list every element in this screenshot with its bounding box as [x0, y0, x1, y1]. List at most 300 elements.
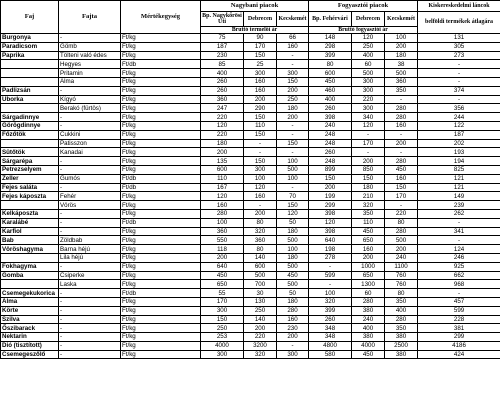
cell-fajta: -	[59, 121, 121, 130]
cell-kisker-atlag: 457	[418, 297, 500, 306]
cell-debrecen-2: 300	[352, 104, 385, 113]
table-row	[1, 148, 500, 157]
cell-kecskemet-2: 200	[385, 139, 418, 148]
table-row	[1, 289, 500, 298]
cell-bp-fehervari: -	[309, 262, 352, 271]
table-row	[1, 60, 500, 69]
table-row	[1, 139, 500, 148]
cell-kecskemet-2: 280	[385, 227, 418, 236]
cell-fajta: -	[59, 165, 121, 174]
cell-fajta: -	[59, 333, 121, 342]
cell-kecskemet-2: 500	[385, 236, 418, 245]
cell-kecskemet: 500	[277, 236, 309, 245]
cell-faj: Sárgarépa	[1, 157, 59, 166]
cell-bp-fehervari: 248	[309, 157, 352, 166]
cell-bp-fehervari: 260	[309, 104, 352, 113]
cell-debrecen: 160	[244, 192, 277, 201]
cell-bp-nagykorosi: 220	[201, 130, 244, 139]
header-nagybani-piacok: Nagybani piacok	[201, 1, 309, 12]
cell-kecskemet-2: 220	[385, 209, 418, 218]
table-row	[1, 297, 500, 306]
cell-debrecen-2: 110	[352, 218, 385, 227]
cell-faj	[1, 280, 59, 289]
cell-kecskemet-2: -	[385, 95, 418, 104]
cell-faj: Uborka	[1, 95, 59, 104]
cell-kecskemet-2: 170	[385, 192, 418, 201]
table-row	[1, 69, 500, 78]
cell-debrecen-2: 1000	[352, 262, 385, 271]
cell-kecskemet: 160	[277, 315, 309, 324]
cell-bp-fehervari: 640	[309, 236, 352, 245]
cell-debrecen-2: 170	[352, 139, 385, 148]
cell-kecskemet-2: 160	[385, 174, 418, 183]
cell-bp-fehervari: 260	[309, 315, 352, 324]
cell-faj: Görögdinnye	[1, 121, 59, 130]
cell-unit: Ft/kg	[121, 192, 201, 201]
cell-debrecen: 200	[244, 209, 277, 218]
table-row	[1, 227, 500, 236]
cell-faj: Kelkáposzta	[1, 209, 59, 218]
cell-kisker-atlag: 381	[418, 324, 500, 333]
cell-kecskemet: -	[277, 121, 309, 130]
cell-bp-fehervari: 299	[309, 201, 352, 210]
cell-kecskemet-2: 180	[385, 51, 418, 60]
cell-unit: Ft/kg	[121, 95, 201, 104]
cell-bp-nagykorosi: 360	[201, 95, 244, 104]
cell-unit: Ft/kg	[121, 341, 201, 350]
cell-bp-fehervari: 400	[309, 95, 352, 104]
cell-debrecen-2: 210	[352, 192, 385, 201]
cell-faj: Alma	[1, 297, 59, 306]
cell-bp-nagykorosi: 253	[201, 333, 244, 342]
cell-kecskemet-2: 350	[385, 297, 418, 306]
header-bp-fehervari: Bp. Fehérvári	[309, 12, 352, 27]
cell-kecskemet: 100	[277, 157, 309, 166]
cell-fajta: Alma	[59, 77, 121, 86]
table-row	[1, 201, 500, 210]
cell-debrecen-2: 350	[352, 209, 385, 218]
cell-kecskemet-2: 80	[385, 218, 418, 227]
cell-debrecen: 110	[244, 121, 277, 130]
cell-kecskemet-2: 38	[385, 60, 418, 69]
cell-unit: Ft/kg	[121, 350, 201, 359]
cell-debrecen-2: 1300	[352, 280, 385, 289]
table-row	[1, 183, 500, 192]
cell-unit: Ft/kg	[121, 306, 201, 315]
cell-faj: Fejes saláta	[1, 183, 59, 192]
cell-bp-nagykorosi: 300	[201, 306, 244, 315]
cell-bp-nagykorosi: 280	[201, 209, 244, 218]
table-row	[1, 121, 500, 130]
cell-bp-fehervari: 348	[309, 324, 352, 333]
cell-fajta: Fehér	[59, 192, 121, 201]
cell-kecskemet-2: 350	[385, 324, 418, 333]
cell-kecskemet-2: 200	[385, 245, 418, 254]
cell-faj: Paprika	[1, 51, 59, 60]
cell-kecskemet: 120	[277, 209, 309, 218]
cell-kecskemet: -	[277, 60, 309, 69]
cell-bp-fehervari: 260	[309, 148, 352, 157]
cell-debrecen: 140	[244, 315, 277, 324]
cell-debrecen: 90	[244, 34, 277, 43]
cell-bp-fehervari: 460	[309, 86, 352, 95]
cell-faj: Dió (tisztított)	[1, 341, 59, 350]
cell-kecskemet-2: 200	[385, 42, 418, 51]
header-fajta: Fajta	[59, 1, 121, 34]
cell-bp-fehervari: 80	[309, 60, 352, 69]
cell-kecskemet: 250	[277, 95, 309, 104]
cell-unit: Ft/kg	[121, 51, 201, 60]
cell-bp-nagykorosi: 187	[201, 42, 244, 51]
cell-kisker-atlag: 925	[418, 262, 500, 271]
table-row	[1, 271, 500, 280]
cell-debrecen-2: 450	[352, 227, 385, 236]
cell-fajta: Lila héjú	[59, 253, 121, 262]
cell-kisker-atlag: 228	[418, 315, 500, 324]
cell-kecskemet: -	[277, 130, 309, 139]
cell-kisker-atlag: 131	[418, 34, 500, 43]
cell-unit: Ft/kg	[121, 333, 201, 342]
cell-kecskemet: 230	[277, 324, 309, 333]
cell-kisker-atlag: -	[418, 69, 500, 78]
table-row	[1, 130, 500, 139]
cell-kecskemet: 180	[277, 227, 309, 236]
cell-faj: Fejes káposzta	[1, 192, 59, 201]
cell-bp-fehervari: 200	[309, 183, 352, 192]
cell-faj	[1, 69, 59, 78]
cell-fajta: Kanadai	[59, 148, 121, 157]
cell-debrecen: 130	[244, 297, 277, 306]
cell-kecskemet: 180	[277, 104, 309, 113]
cell-faj: Karfiol	[1, 227, 59, 236]
cell-fajta: Gumós	[59, 174, 121, 183]
cell-unit: Ft/kg	[121, 148, 201, 157]
cell-unit: Ft/kg	[121, 315, 201, 324]
cell-debrecen: 150	[244, 157, 277, 166]
cell-unit: Ft/kg	[121, 253, 201, 262]
cell-bp-fehervari: 278	[309, 253, 352, 262]
cell-bp-fehervari: 4800	[309, 341, 352, 350]
cell-kisker-atlag: -	[418, 77, 500, 86]
cell-debrecen-2: 200	[352, 157, 385, 166]
cell-unit: Ft/db	[121, 183, 201, 192]
cell-bp-fehervari: 899	[309, 165, 352, 174]
cell-fajta: Gömb	[59, 42, 121, 51]
table-row	[1, 333, 500, 342]
cell-debrecen: 290	[244, 104, 277, 113]
cell-unit: Ft/kg	[121, 104, 201, 113]
cell-kecskemet: 100	[277, 245, 309, 254]
cell-unit: Ft/kg	[121, 227, 201, 236]
cell-fajta: Cukkini	[59, 130, 121, 139]
cell-kecskemet: 150	[277, 201, 309, 210]
cell-fajta: -	[59, 183, 121, 192]
cell-debrecen: -	[244, 139, 277, 148]
cell-kecskemet-2: 100	[385, 34, 418, 43]
cell-kisker-atlag: 194	[418, 157, 500, 166]
cell-fajta: Laska	[59, 280, 121, 289]
cell-bp-nagykorosi: 180	[201, 139, 244, 148]
table-row	[1, 157, 500, 166]
cell-debrecen-2: 220	[352, 95, 385, 104]
cell-bp-nagykorosi: 170	[201, 297, 244, 306]
cell-debrecen: 300	[244, 165, 277, 174]
cell-bp-fehervari: 450	[309, 77, 352, 86]
cell-kecskemet-2: 280	[385, 113, 418, 122]
cell-kecskemet: 180	[277, 253, 309, 262]
cell-kecskemet: 70	[277, 192, 309, 201]
cell-faj: Bab	[1, 236, 59, 245]
cell-unit: Ft/db	[121, 174, 201, 183]
cell-kecskemet: -	[277, 51, 309, 60]
cell-kecskemet: 500	[277, 165, 309, 174]
cell-bp-nagykorosi: 160	[201, 201, 244, 210]
cell-debrecen: 30	[244, 289, 277, 298]
cell-fajta: -	[59, 209, 121, 218]
cell-kisker-atlag: -	[418, 95, 500, 104]
cell-bp-fehervari: 240	[309, 121, 352, 130]
cell-kecskemet-2: 350	[385, 86, 418, 95]
cell-bp-nagykorosi: 110	[201, 174, 244, 183]
cell-debrecen: -	[244, 201, 277, 210]
cell-kecskemet: 200	[277, 333, 309, 342]
cell-debrecen-2: 250	[352, 42, 385, 51]
cell-fajta: Patisszon	[59, 139, 121, 148]
price-table-body	[1, 1, 500, 359]
cell-faj	[1, 201, 59, 210]
cell-fajta: Hegyes	[59, 60, 121, 69]
cell-bp-fehervari: 599	[309, 271, 352, 280]
cell-bp-fehervari: 320	[309, 297, 352, 306]
cell-kecskemet-2: 280	[385, 315, 418, 324]
cell-debrecen-2: 400	[352, 51, 385, 60]
header-brutto-fogyasztoi-ar: Bruttó fogyasztói ár	[309, 27, 418, 34]
cell-bp-nagykorosi: 600	[201, 165, 244, 174]
cell-debrecen-2: 850	[352, 165, 385, 174]
cell-unit: Ft/kg	[121, 130, 201, 139]
header-debrecen: Debrecen	[244, 12, 277, 27]
header-kiskereskedelmi-lancok: Kiskereskedelmi láncok	[418, 1, 500, 12]
cell-debrecen-2: 450	[352, 350, 385, 359]
cell-debrecen: 100	[244, 174, 277, 183]
cell-kecskemet-2: 1100	[385, 262, 418, 271]
cell-kisker-atlag: 121	[418, 183, 500, 192]
cell-kecskemet: 150	[277, 139, 309, 148]
cell-bp-fehervari: 399	[309, 51, 352, 60]
cell-unit: Ft/kg	[121, 113, 201, 122]
cell-faj: Csemegekukorica	[1, 289, 59, 298]
header-brutto-termeloi-ar: Bruttó termelői ár	[201, 27, 309, 34]
cell-kecskemet: 300	[277, 350, 309, 359]
cell-kisker-atlag: 187	[418, 130, 500, 139]
cell-bp-fehervari: -	[309, 280, 352, 289]
cell-unit: Ft/kg	[121, 324, 201, 333]
header-row-1	[1, 1, 500, 12]
cell-unit: Ft/kg	[121, 165, 201, 174]
cell-debrecen-2: 60	[352, 289, 385, 298]
cell-debrecen: 600	[244, 262, 277, 271]
cell-kecskemet: 50	[277, 289, 309, 298]
cell-kisker-atlag: 341	[418, 227, 500, 236]
cell-kecskemet: 66	[277, 34, 309, 43]
cell-kecskemet-2: 360	[385, 77, 418, 86]
cell-debrecen-2: 500	[352, 69, 385, 78]
table-row	[1, 51, 500, 60]
cell-bp-fehervari: 398	[309, 227, 352, 236]
table-row	[1, 192, 500, 201]
cell-debrecen: 200	[244, 95, 277, 104]
cell-debrecen-2: 300	[352, 86, 385, 95]
cell-bp-fehervari: 120	[309, 218, 352, 227]
cell-fajta: -	[59, 218, 121, 227]
cell-fajta: -	[59, 227, 121, 236]
cell-kecskemet-2: 500	[385, 69, 418, 78]
table-row	[1, 280, 500, 289]
cell-fajta: -	[59, 86, 121, 95]
table-row	[1, 315, 500, 324]
cell-faj	[1, 104, 59, 113]
cell-kecskemet-2: 380	[385, 350, 418, 359]
cell-faj	[1, 60, 59, 69]
cell-kisker-atlag: -	[418, 60, 500, 69]
cell-kecskemet-2: 760	[385, 271, 418, 280]
header-faj: Faj	[1, 1, 59, 34]
cell-debrecen-2: 120	[352, 34, 385, 43]
cell-kisker-atlag: 662	[418, 271, 500, 280]
cell-bp-nagykorosi: 260	[201, 77, 244, 86]
cell-kisker-atlag: 968	[418, 280, 500, 289]
table-row	[1, 306, 500, 315]
cell-kecskemet-2: 760	[385, 280, 418, 289]
cell-kecskemet-2: 280	[385, 104, 418, 113]
cell-bp-nagykorosi: 167	[201, 183, 244, 192]
cell-unit: Ft/kg	[121, 209, 201, 218]
cell-bp-nagykorosi: 260	[201, 86, 244, 95]
cell-kecskemet: 300	[277, 69, 309, 78]
cell-faj: Szilva	[1, 315, 59, 324]
table-row	[1, 113, 500, 122]
table-row	[1, 341, 500, 350]
cell-debrecen-2: 380	[352, 333, 385, 342]
cell-bp-fehervari: 298	[309, 42, 352, 51]
cell-kecskemet-2: 80	[385, 289, 418, 298]
cell-kecskemet-2: 380	[385, 333, 418, 342]
cell-unit: Ft/db	[121, 289, 201, 298]
cell-bp-nagykorosi: 120	[201, 121, 244, 130]
cell-bp-nagykorosi: 200	[201, 253, 244, 262]
cell-bp-nagykorosi: 85	[201, 60, 244, 69]
cell-debrecen-2: 240	[352, 315, 385, 324]
cell-faj: Paradicsom	[1, 42, 59, 51]
cell-kisker-atlag: 244	[418, 113, 500, 122]
cell-debrecen: 80	[244, 245, 277, 254]
cell-faj	[1, 139, 59, 148]
cell-kecskemet: 450	[277, 271, 309, 280]
cell-bp-fehervari: 580	[309, 350, 352, 359]
cell-debrecen: 160	[244, 86, 277, 95]
cell-unit: Ft/kg	[121, 271, 201, 280]
cell-debrecen: 320	[244, 350, 277, 359]
cell-unit: Ft/kg	[121, 201, 201, 210]
cell-kisker-atlag: -	[418, 289, 500, 298]
cell-kecskemet: -	[277, 341, 309, 350]
cell-faj: Főzőtök	[1, 130, 59, 139]
cell-kisker-atlag: 424	[418, 350, 500, 359]
cell-debrecen-2: 280	[352, 297, 385, 306]
cell-faj	[1, 77, 59, 86]
cell-fajta: -	[59, 306, 121, 315]
cell-fajta: Csiperke	[59, 271, 121, 280]
cell-kisker-atlag: 599	[418, 306, 500, 315]
table-row	[1, 42, 500, 51]
cell-bp-fehervari: 600	[309, 69, 352, 78]
cell-kisker-atlag: 122	[418, 121, 500, 130]
cell-fajta: -	[59, 315, 121, 324]
cell-faj: Őszibarack	[1, 324, 59, 333]
cell-kecskemet: 100	[277, 174, 309, 183]
cell-faj: Nektarin	[1, 333, 59, 342]
cell-debrecen-2: -	[352, 148, 385, 157]
cell-kisker-atlag: 356	[418, 104, 500, 113]
cell-bp-fehervari: 398	[309, 113, 352, 122]
table-row	[1, 165, 500, 174]
cell-kecskemet-2: 150	[385, 183, 418, 192]
table-row	[1, 350, 500, 359]
table-row	[1, 209, 500, 218]
cell-bp-nagykorosi: 230	[201, 51, 244, 60]
cell-debrecen: 250	[244, 306, 277, 315]
cell-kisker-atlag: 299	[418, 333, 500, 342]
cell-unit: Ft/kg	[121, 280, 201, 289]
cell-debrecen-2: 400	[352, 324, 385, 333]
cell-debrecen: 220	[244, 333, 277, 342]
cell-debrecen: 150	[244, 51, 277, 60]
cell-kisker-atlag: 262	[418, 209, 500, 218]
table-row	[1, 104, 500, 113]
cell-fajta: -	[59, 297, 121, 306]
table-row	[1, 77, 500, 86]
cell-unit: Ft/kg	[121, 121, 201, 130]
cell-fajta: Vörös	[59, 201, 121, 210]
cell-unit: Ft/kg	[121, 297, 201, 306]
cell-kisker-atlag: -	[418, 218, 500, 227]
cell-kecskemet-2: -	[385, 201, 418, 210]
cell-bp-fehervari: 398	[309, 209, 352, 218]
cell-bp-nagykorosi: 55	[201, 289, 244, 298]
cell-kisker-atlag: 124	[418, 245, 500, 254]
cell-unit: Ft/kg	[121, 86, 201, 95]
cell-debrecen-2: -	[352, 130, 385, 139]
cell-kecskemet: 50	[277, 218, 309, 227]
cell-unit: Ft/kg	[121, 69, 201, 78]
cell-kecskemet-2: 2500	[385, 341, 418, 350]
cell-debrecen-2: 300	[352, 77, 385, 86]
header-debrecen-2: Debrecen	[352, 12, 385, 27]
cell-kisker-atlag: 202	[418, 139, 500, 148]
cell-bp-nagykorosi: 400	[201, 69, 244, 78]
cell-debrecen-2: 160	[352, 245, 385, 254]
cell-debrecen-2: 200	[352, 253, 385, 262]
cell-unit: Ft/kg	[121, 139, 201, 148]
cell-faj: Gomba	[1, 271, 59, 280]
cell-debrecen: 200	[244, 324, 277, 333]
cell-debrecen: 500	[244, 271, 277, 280]
cell-unit: Ft/db	[121, 218, 201, 227]
cell-kecskemet-2: 240	[385, 253, 418, 262]
cell-unit: Ft/kg	[121, 157, 201, 166]
cell-unit: Ft/kg	[121, 236, 201, 245]
cell-debrecen: 80	[244, 218, 277, 227]
